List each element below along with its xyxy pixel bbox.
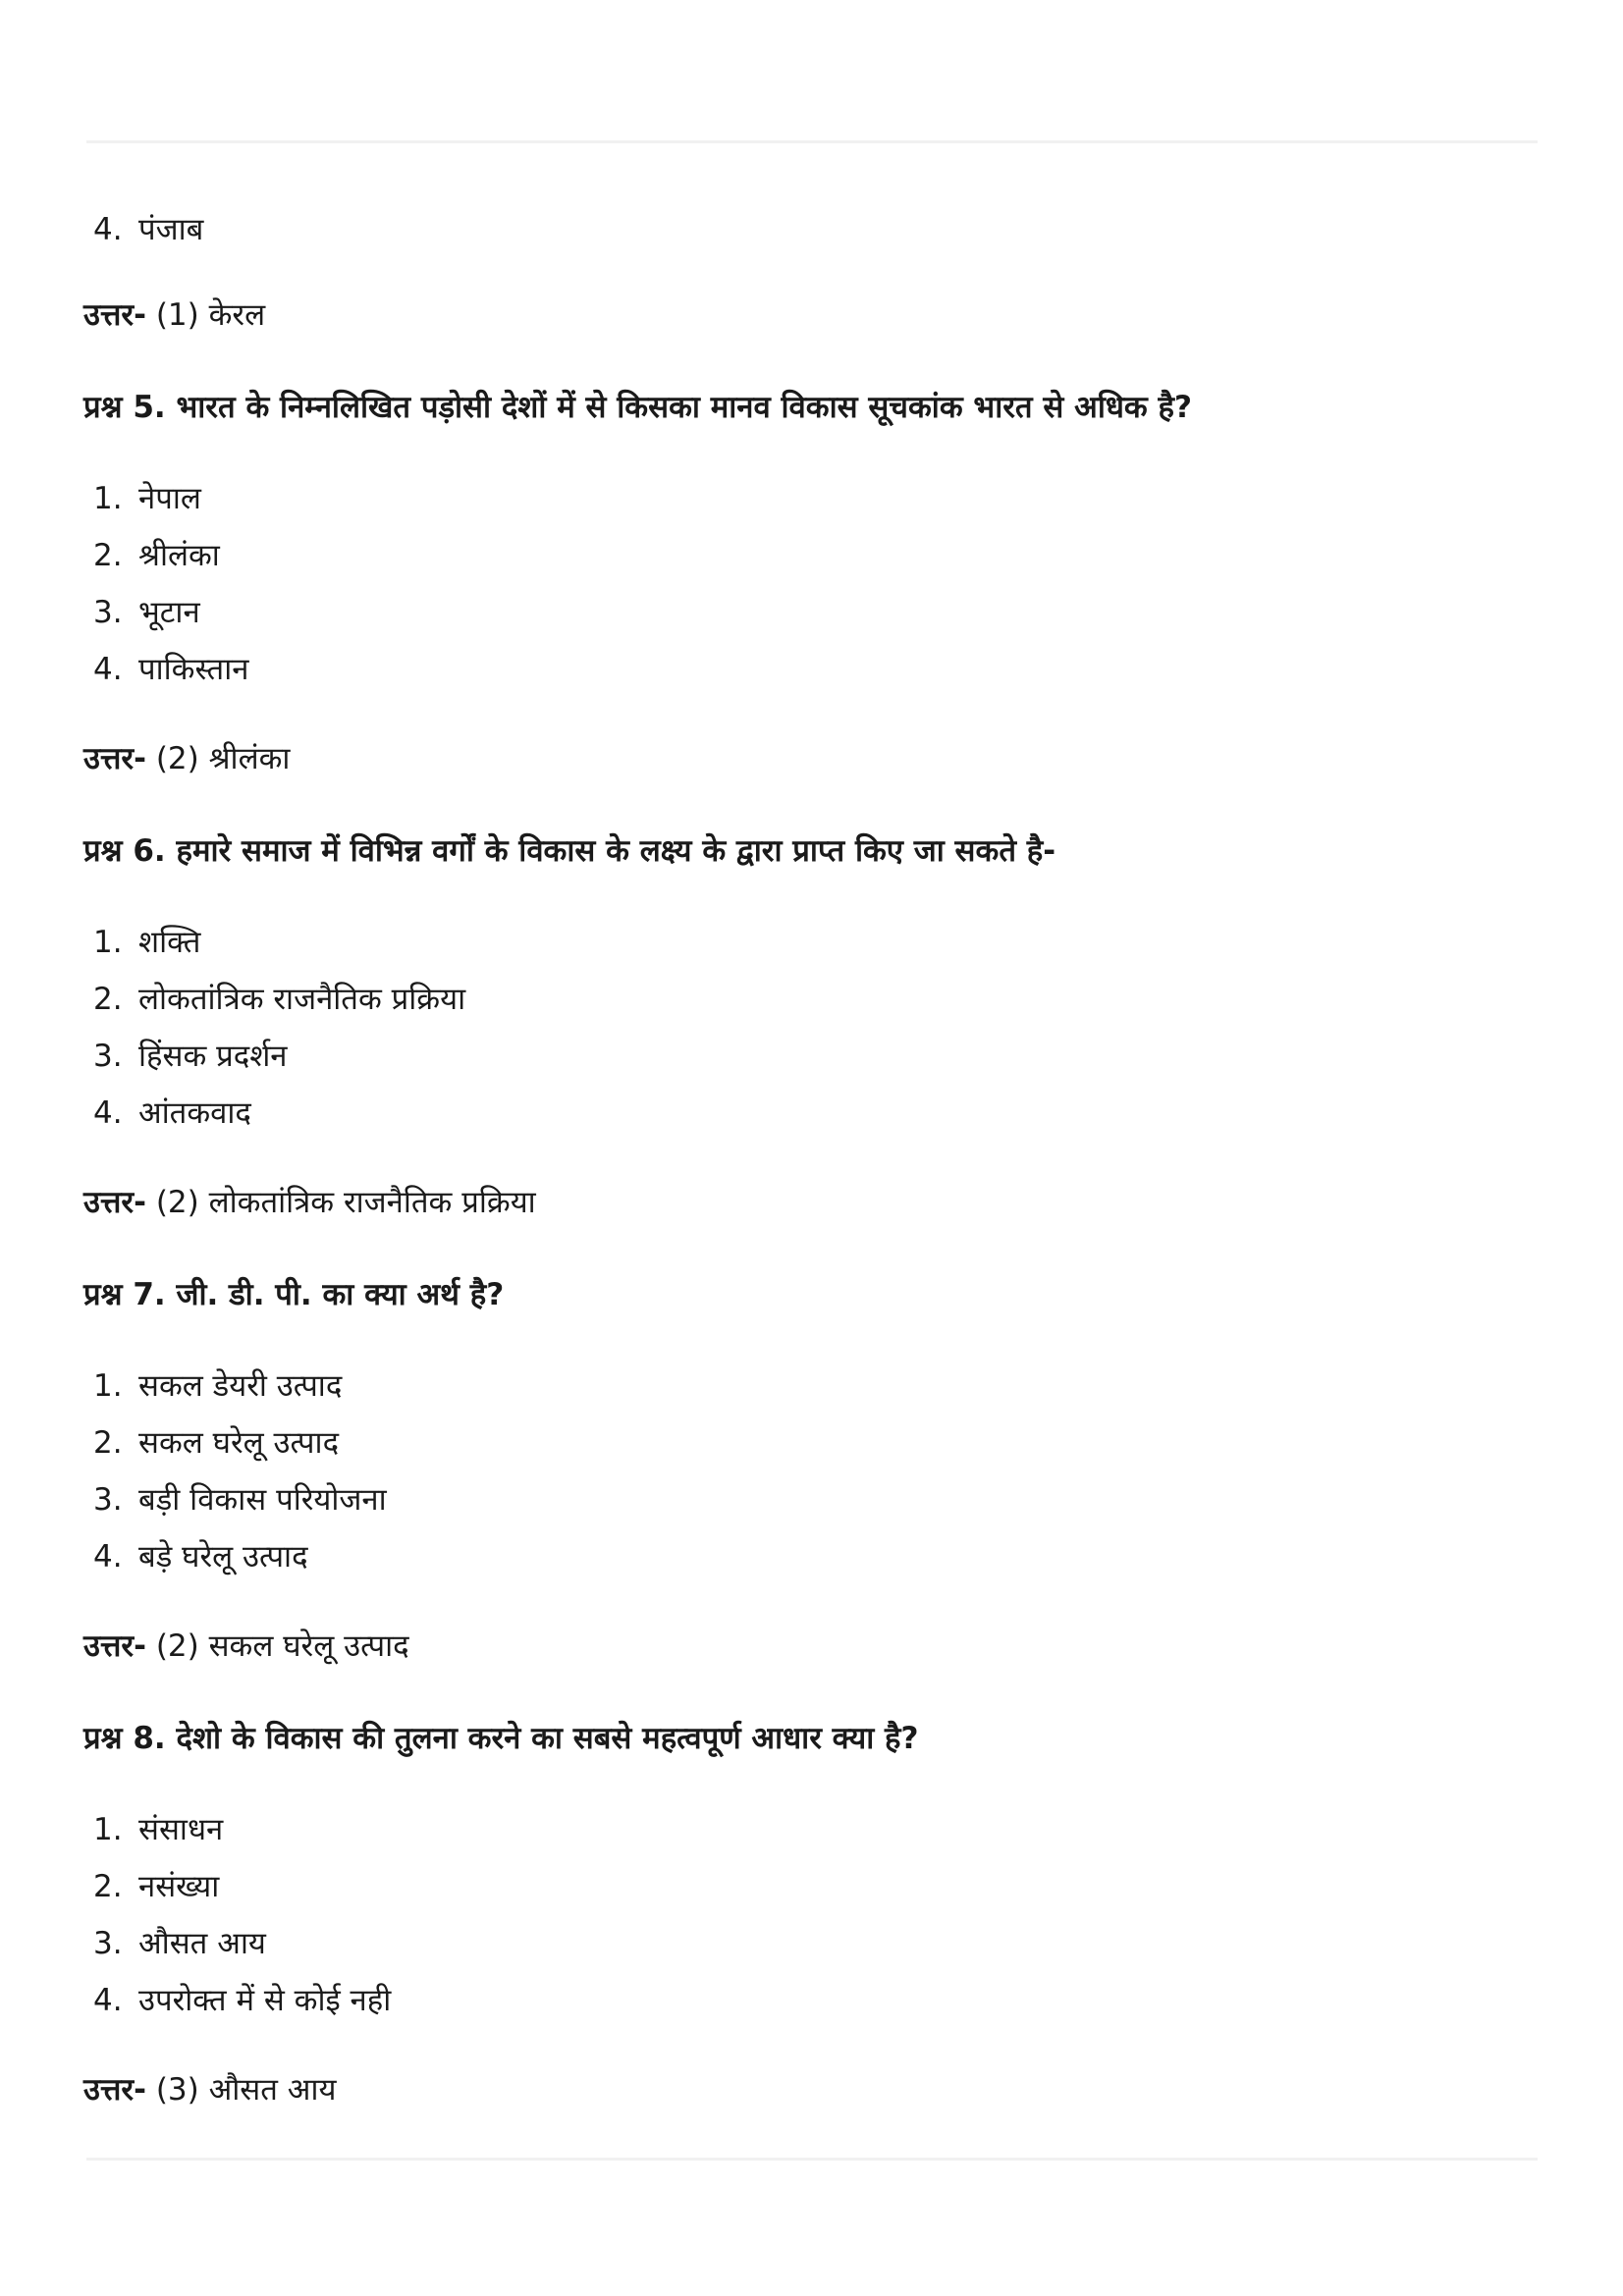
- answer-line: [83, 1627, 1537, 1666]
- option-number: 2.: [93, 1425, 123, 1461]
- question-text: प्रश्न 8. देशो के विकास की तुलना करने का सबसे महत्वपूर्ण आधार क्या है?: [83, 1721, 919, 1756]
- option-item: [83, 971, 1537, 1028]
- option-item: [83, 1528, 1537, 1585]
- answer-text: (1) केरल: [145, 297, 266, 333]
- option-number: 1.: [93, 1812, 123, 1847]
- question-block: [83, 1719, 1537, 2109]
- option-item: [83, 584, 1537, 641]
- option-item: [83, 1358, 1537, 1415]
- bottom-divider: [86, 2158, 1538, 2161]
- answer-label: उत्तर-: [83, 741, 146, 776]
- leading-options: [83, 201, 1537, 258]
- answer-line: [83, 2070, 1537, 2109]
- option-number: 2.: [93, 1869, 123, 1904]
- option-text: बड़े घरेलू उत्पाद: [138, 1539, 308, 1575]
- option-number: 4.: [93, 212, 123, 247]
- option-item: [83, 527, 1537, 584]
- answer-label: उत्तर-: [83, 1185, 146, 1220]
- option-number: 1.: [93, 925, 123, 960]
- option-item: [83, 1858, 1537, 1915]
- option-number: 1.: [93, 481, 123, 516]
- option-number: 3.: [93, 595, 123, 630]
- option-item: [83, 641, 1537, 698]
- question-block: [83, 1275, 1537, 1666]
- option-text: नेपाल: [138, 481, 201, 516]
- question-text: प्रश्न 5. भारत के निम्नलिखित पड़ोसी देशों में से किसका मानव विकास सूचकांक भारत से अधिक है?: [83, 390, 1192, 425]
- option-text: पंजाब: [138, 212, 204, 247]
- option-number: 3.: [93, 1926, 123, 1961]
- document-body: [83, 201, 1537, 2109]
- options-list: [83, 470, 1537, 698]
- option-text: संसाधन: [138, 1812, 224, 1847]
- option-number: 3.: [93, 1482, 123, 1518]
- option-text: लोकतांत्रिक राजनैतिक प्रक्रिया: [138, 982, 466, 1017]
- question-block: [83, 388, 1537, 778]
- question-block: [83, 831, 1537, 1222]
- answer-label: उत्तर-: [83, 297, 146, 333]
- option-number: 2.: [93, 538, 123, 573]
- answer-line: [83, 739, 1537, 778]
- question-text: प्रश्न 6. हमारे समाज में विभिन्न वर्गों के विकास के लक्ष्य के द्वारा प्राप्त किए जा सकते है-: [83, 833, 1056, 869]
- answer-text: (3) औसत आय: [145, 2072, 337, 2108]
- option-item: [83, 1028, 1537, 1085]
- option-text: पाकिस्तान: [138, 652, 249, 687]
- option-item: [83, 1471, 1537, 1528]
- option-text: भूटान: [138, 595, 200, 630]
- options-list: [83, 914, 1537, 1142]
- option-item: [83, 201, 1537, 258]
- option-text: शक्ति: [138, 925, 201, 960]
- answer-text: (2) श्रीलंका: [145, 741, 291, 776]
- option-number: 2.: [93, 982, 123, 1017]
- option-text: नसंख्या: [138, 1869, 220, 1904]
- option-text: उपरोक्त में से कोई नही: [138, 1983, 392, 2018]
- top-divider: [86, 140, 1538, 143]
- option-text: आंतकवाद: [138, 1095, 251, 1131]
- answer-label: उत्तर-: [83, 1629, 146, 1664]
- options-list: [83, 1801, 1537, 2029]
- answer-line: [83, 295, 1537, 335]
- option-number: 4.: [93, 1095, 123, 1131]
- option-text: औसत आय: [138, 1926, 266, 1961]
- option-item: [83, 1972, 1537, 2029]
- option-number: 3.: [93, 1039, 123, 1074]
- answer-label: उत्तर-: [83, 2072, 146, 2108]
- option-text: सकल घरेलू उत्पाद: [138, 1425, 340, 1461]
- option-item: [83, 1415, 1537, 1471]
- answer-text: (2) सकल घरेलू उत्पाद: [145, 1629, 409, 1664]
- question-text: प्रश्न 7. जी. डी. पी. का क्या अर्थ है?: [83, 1277, 505, 1312]
- option-text: हिंसक प्रदर्शन: [138, 1039, 288, 1074]
- option-item: [83, 1915, 1537, 1972]
- option-number: 4.: [93, 652, 123, 687]
- option-item: [83, 1085, 1537, 1142]
- option-number: 4.: [93, 1983, 123, 2018]
- option-item: [83, 914, 1537, 971]
- answer-text: (2) लोकतांत्रिक राजनैतिक प्रक्रिया: [145, 1185, 536, 1220]
- option-number: 4.: [93, 1539, 123, 1575]
- option-text: बड़ी विकास परियोजना: [138, 1482, 387, 1518]
- option-text: श्रीलंका: [138, 538, 220, 573]
- option-item: [83, 1801, 1537, 1858]
- options-list: [83, 1358, 1537, 1585]
- option-item: [83, 470, 1537, 527]
- option-number: 1.: [93, 1368, 123, 1404]
- answer-line: [83, 1183, 1537, 1222]
- option-text: सकल डेयरी उत्पाद: [138, 1368, 343, 1404]
